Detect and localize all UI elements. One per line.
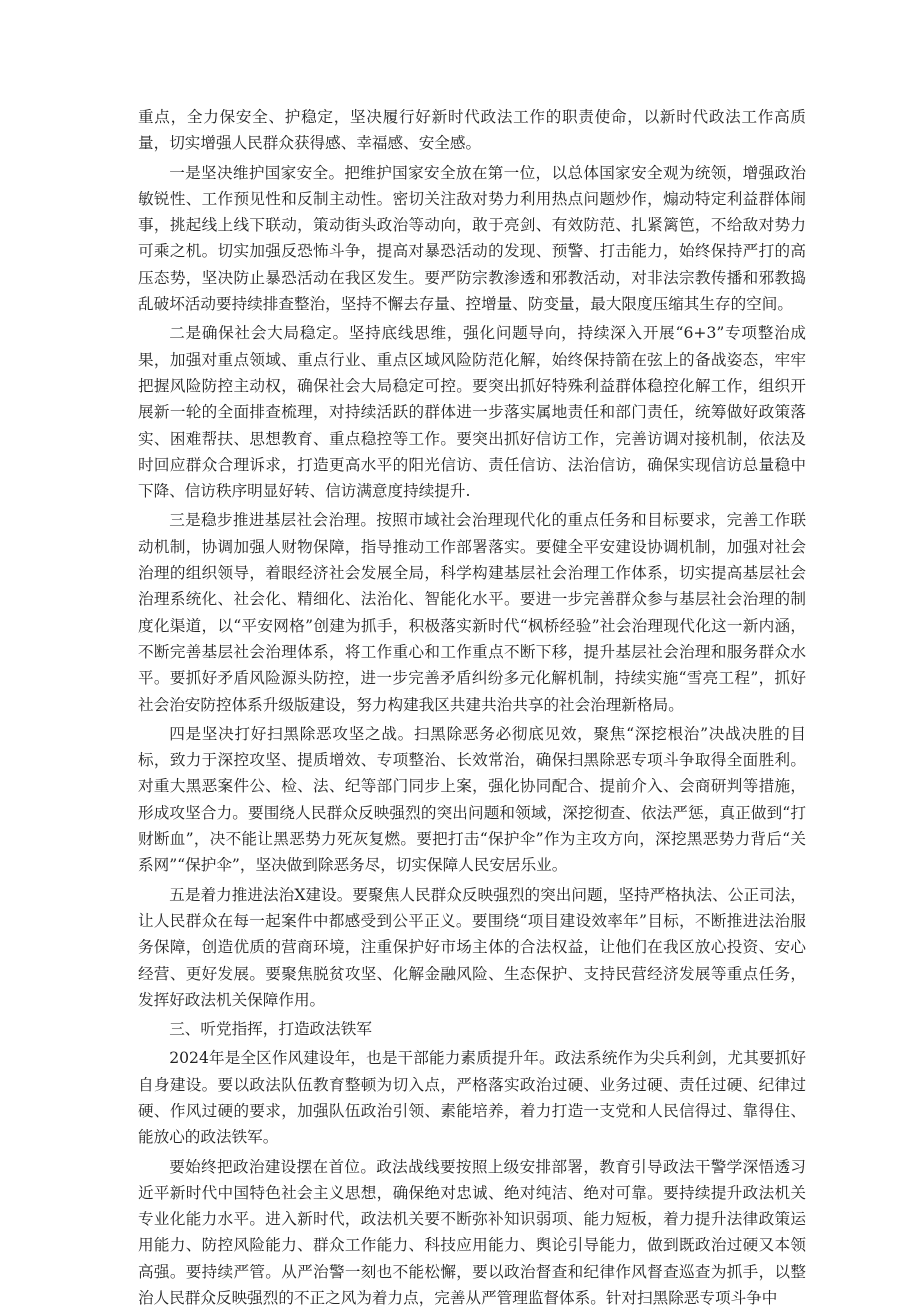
paragraph-rule-of-law: 五是着力推进法治X建设。要聚焦人民群众反映强烈的突出问题，坚持严格执法、公正司法，让人民群众在每一起案件中都感受到公平正义。要围绕“项目建设效率年”目标，不断推进法治服务保障，创造优质的营商环境，注重保护好市场主体的合法权益，让他们在我区放心投资、安心经营、更好发展。要聚焦脱贫攻坚、化解金融风险、生态保护、支持民营经济发展等重点任务，发挥好政法机关保障作用。 xyxy=(138,885,806,1009)
paragraph-grassroots-governance: 三是稳步推进基层社会治理。按照市域社会治理现代化的重点任务和目标要求，完善工作联动机制，协调加强人财物保障，指导推动工作部署落实。要健全平安建设协调机制，加强对社会治理的组织领导，着眼经济社会发展全局，科学构建基层社会治理工作体系，切实提高基层社会治理系统化、社会化、精细化、法治化、智能化水平。要进一步完善群众参与基层社会治理的制度化渠道，以“平安网格”创建为抓手，积极落实新时代“枫桥经验”社会治理现代化这一新内涵，不断完善基层社会治理体系，将工作重心和工作重点不断下移，提升基层社会治理和服务群众水平。要抓好矛盾风险源头防控，进一步完善矛盾纠纷多元化解机制，持续实施“雪亮工程”，抓好社会治安防控体系升级版建设，努力构建我区共建共治共享的社会治理新格局。 xyxy=(138,511,806,714)
document-body xyxy=(138,104,806,1314)
paragraph-intro-continued: 重点，全力保安全、护稳定，坚决履行好新时代政法工作的职责使命，以新时代政法工作高质量，切实增强人民群众获得感、幸福感、安全感。 xyxy=(138,108,806,153)
paragraph-social-stability: 二是确保社会大局稳定。坚持底线思维，强化问题导向，持续深入开展“6+3”专项整治成果，加强对重点领域、重点行业、重点区域风险防范化解，始终保持箭在弦上的备战姿态，牢牢把握风险防控主动权，确保社会大局稳定可控。要突出抓好特殊利益群体稳控化解工作，组织开展新一轮的全面排查梳理，对持续活跃的群体进一步落实属地责任和部门责任，统筹做好政策落实、困难帮扶、思想教育、重点稳控等工作。要突出抓好信访工作，完善访调对接机制，依法及时回应群众合理诉求，打造更高水平的阳光信访、责任信访、法治信访，确保实现信访总量稳中下降、信访秩序明显好转、信访满意度持续提升. xyxy=(138,324,806,501)
paragraph-anti-gang-campaign: 四是坚决打好扫黑除恶攻坚之战。扫黑除恶务必彻底见效，聚焦“深挖根治”决战决胜的目标，致力于深控攻坚、提质增效、专项整治、长效常治，确保扫黑除恶专项斗争取得全面胜利。对重大黑恶案件公、检、法、纪等部门同步上案，强化协同配合、提前介入、会商研判等措施，形成攻坚合力。要围绕人民群众反映强烈的突出问题和领域，深挖彻查、依法严惩，真正做到“打财断血”，决不能让黑恶势力死灰复燃。要把打击“保护伞”作为主攻方向，深挖黑恶势力背后“关系网”“保护伞”，坚决做到除恶务尽，切实保障人民安居乐业。 xyxy=(138,724,806,875)
section-heading-political-legal-team: 三、听党指挥，打造政法铁军 xyxy=(169,1020,372,1039)
paragraph-national-security: 一是坚决维护国家安全。把维护国家安全放在第一位，以总体国家安全观为统领，增强政治敏锐性、工作预见性和反制主动性。密切关注敌对势力利用热点问题炒作，煽动特定利益群体闹事，挑起线上线下联动，策动街头政治等动向，敢于亮剑、有效防范、扎紧篱笆，不给敌对势力可乘之机。切实加强反恐怖斗争，提高对暴恐活动的发现、预警、打击能力，始终保持严打的高压态势，坚决防止暴恐活动在我区发生。要严防宗教渗透和邪教活动，对非法宗教传播和邪教捣乱破坏活动要持续排查整治，坚持不懈去存量、控增量、防变量，最大限度压缩其生存的空间。 xyxy=(138,163,806,314)
paragraph-work-style-year: 2024年是全区作风建设年，也是干部能力素质提升年。政法系统作为尖兵利剑，尤其要抓好自身建设。要以政法队伍教育整顿为切入点，严格落实政治过硬、业务过硬、责任过硬、纪律过硬、作风过硬的要求，加强队伍政治引领、素能培养，着力打造一支党和人民信得过、靠得住、能放心的政法铁军。 xyxy=(138,1049,806,1147)
paragraph-political-construction: 要始终把政治建设摆在首位。政法战线要按照上级安排部署，教育引导政法干警学深悟透习近平新时代中国特色社会主义思想，确保绝对忠诚、绝对纯洁、绝对可靠。要持续提升政法机关专业化能力水平。进入新时代，政法机关要不断弥补知识弱项、能力短板，着力提升法律政策运用能力、防控风险能力、群众工作能力、科技应用能力、舆论引导能力，做到既政治过硬又本领高强。要持续严管。从严治警一刻也不能松懈，要以政治督查和纪律作风督查巡查为抓手，以整治人民群众反映强烈的不正之风为着力点，完善从严管理监督体系。针对扫黑除恶专项斗争中 xyxy=(138,1157,806,1308)
